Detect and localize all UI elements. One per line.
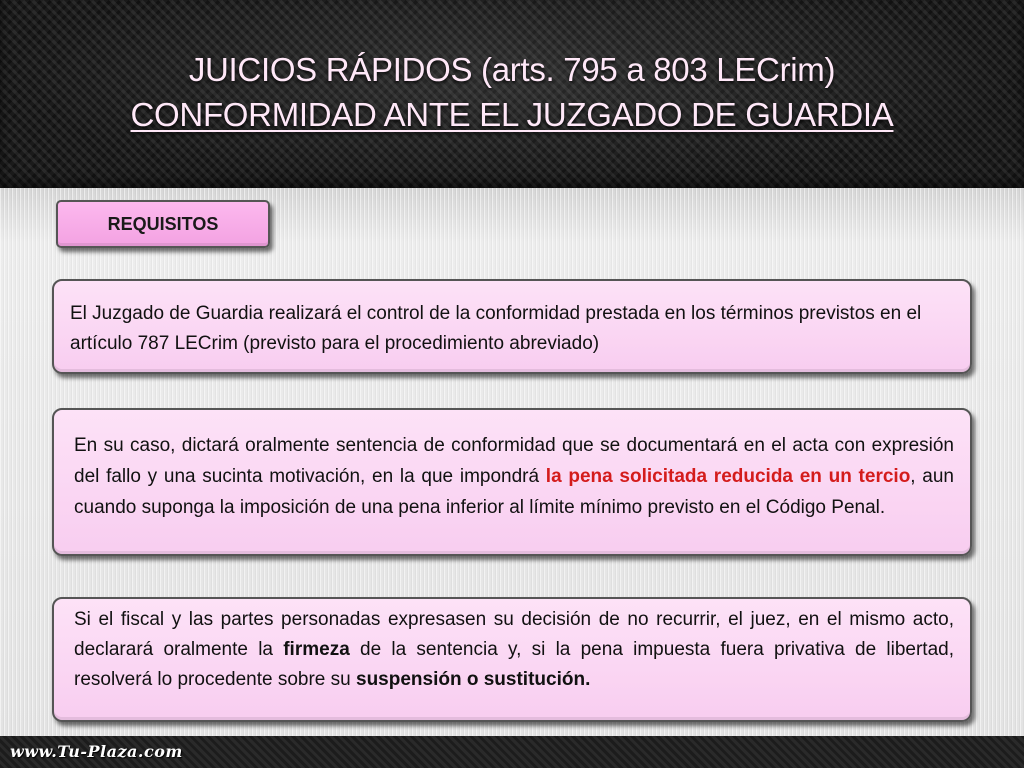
requirement-box-1: [52, 279, 972, 374]
requirement-2-text-a: En su caso, dictará oralmente sentencia de conformidad que se documentará en el acta con expresión del fallo y una sucinta motivación, en la que impondrá: [74, 435, 954, 487]
requirement-3-bold-firmeza: firmeza: [283, 639, 350, 660]
requirement-3-text-a: Si el fiscal y las partes personadas expresasen su decisión de no recurrir, el juez, en el mismo acto, declarará oralmente la: [74, 609, 954, 660]
requirement-1-text: El Juzgado de Guardia realizará el control de la conformidad prestada en los términos previstos en el artículo 787 LECrim (previsto para el procedimiento abreviado): [70, 303, 922, 354]
slide-subtitle: CONFORMIDAD ANTE EL JUZGADO DE GUARDIA: [130, 96, 894, 133]
requisitos-tag: REQUISITOS: [56, 200, 270, 248]
footer-watermark: www.Tu-Plaza.com: [10, 742, 183, 761]
requirement-2-highlight: la pena solicitada reducida en un tercio: [545, 466, 911, 487]
requirement-box-2: [52, 408, 972, 556]
requirement-3-text-b: de la sentencia y, si la pena impuesta fuera privativa de libertad, resolverá lo procedente sobre su: [74, 639, 954, 690]
requirement-2-text-b: , aun cuando suponga la imposición de una pena inferior al límite mínimo previsto en el Código Penal.: [74, 466, 955, 518]
footer-bar: [0, 736, 1024, 768]
slide-title: JUICIOS RÁPIDOS (arts. 795 a 803 LECrim): [188, 51, 836, 88]
requirement-box-3: [52, 597, 972, 722]
requirement-3-bold-suspension: suspensión o sustitución.: [356, 669, 591, 690]
header-banner: [0, 0, 1024, 188]
